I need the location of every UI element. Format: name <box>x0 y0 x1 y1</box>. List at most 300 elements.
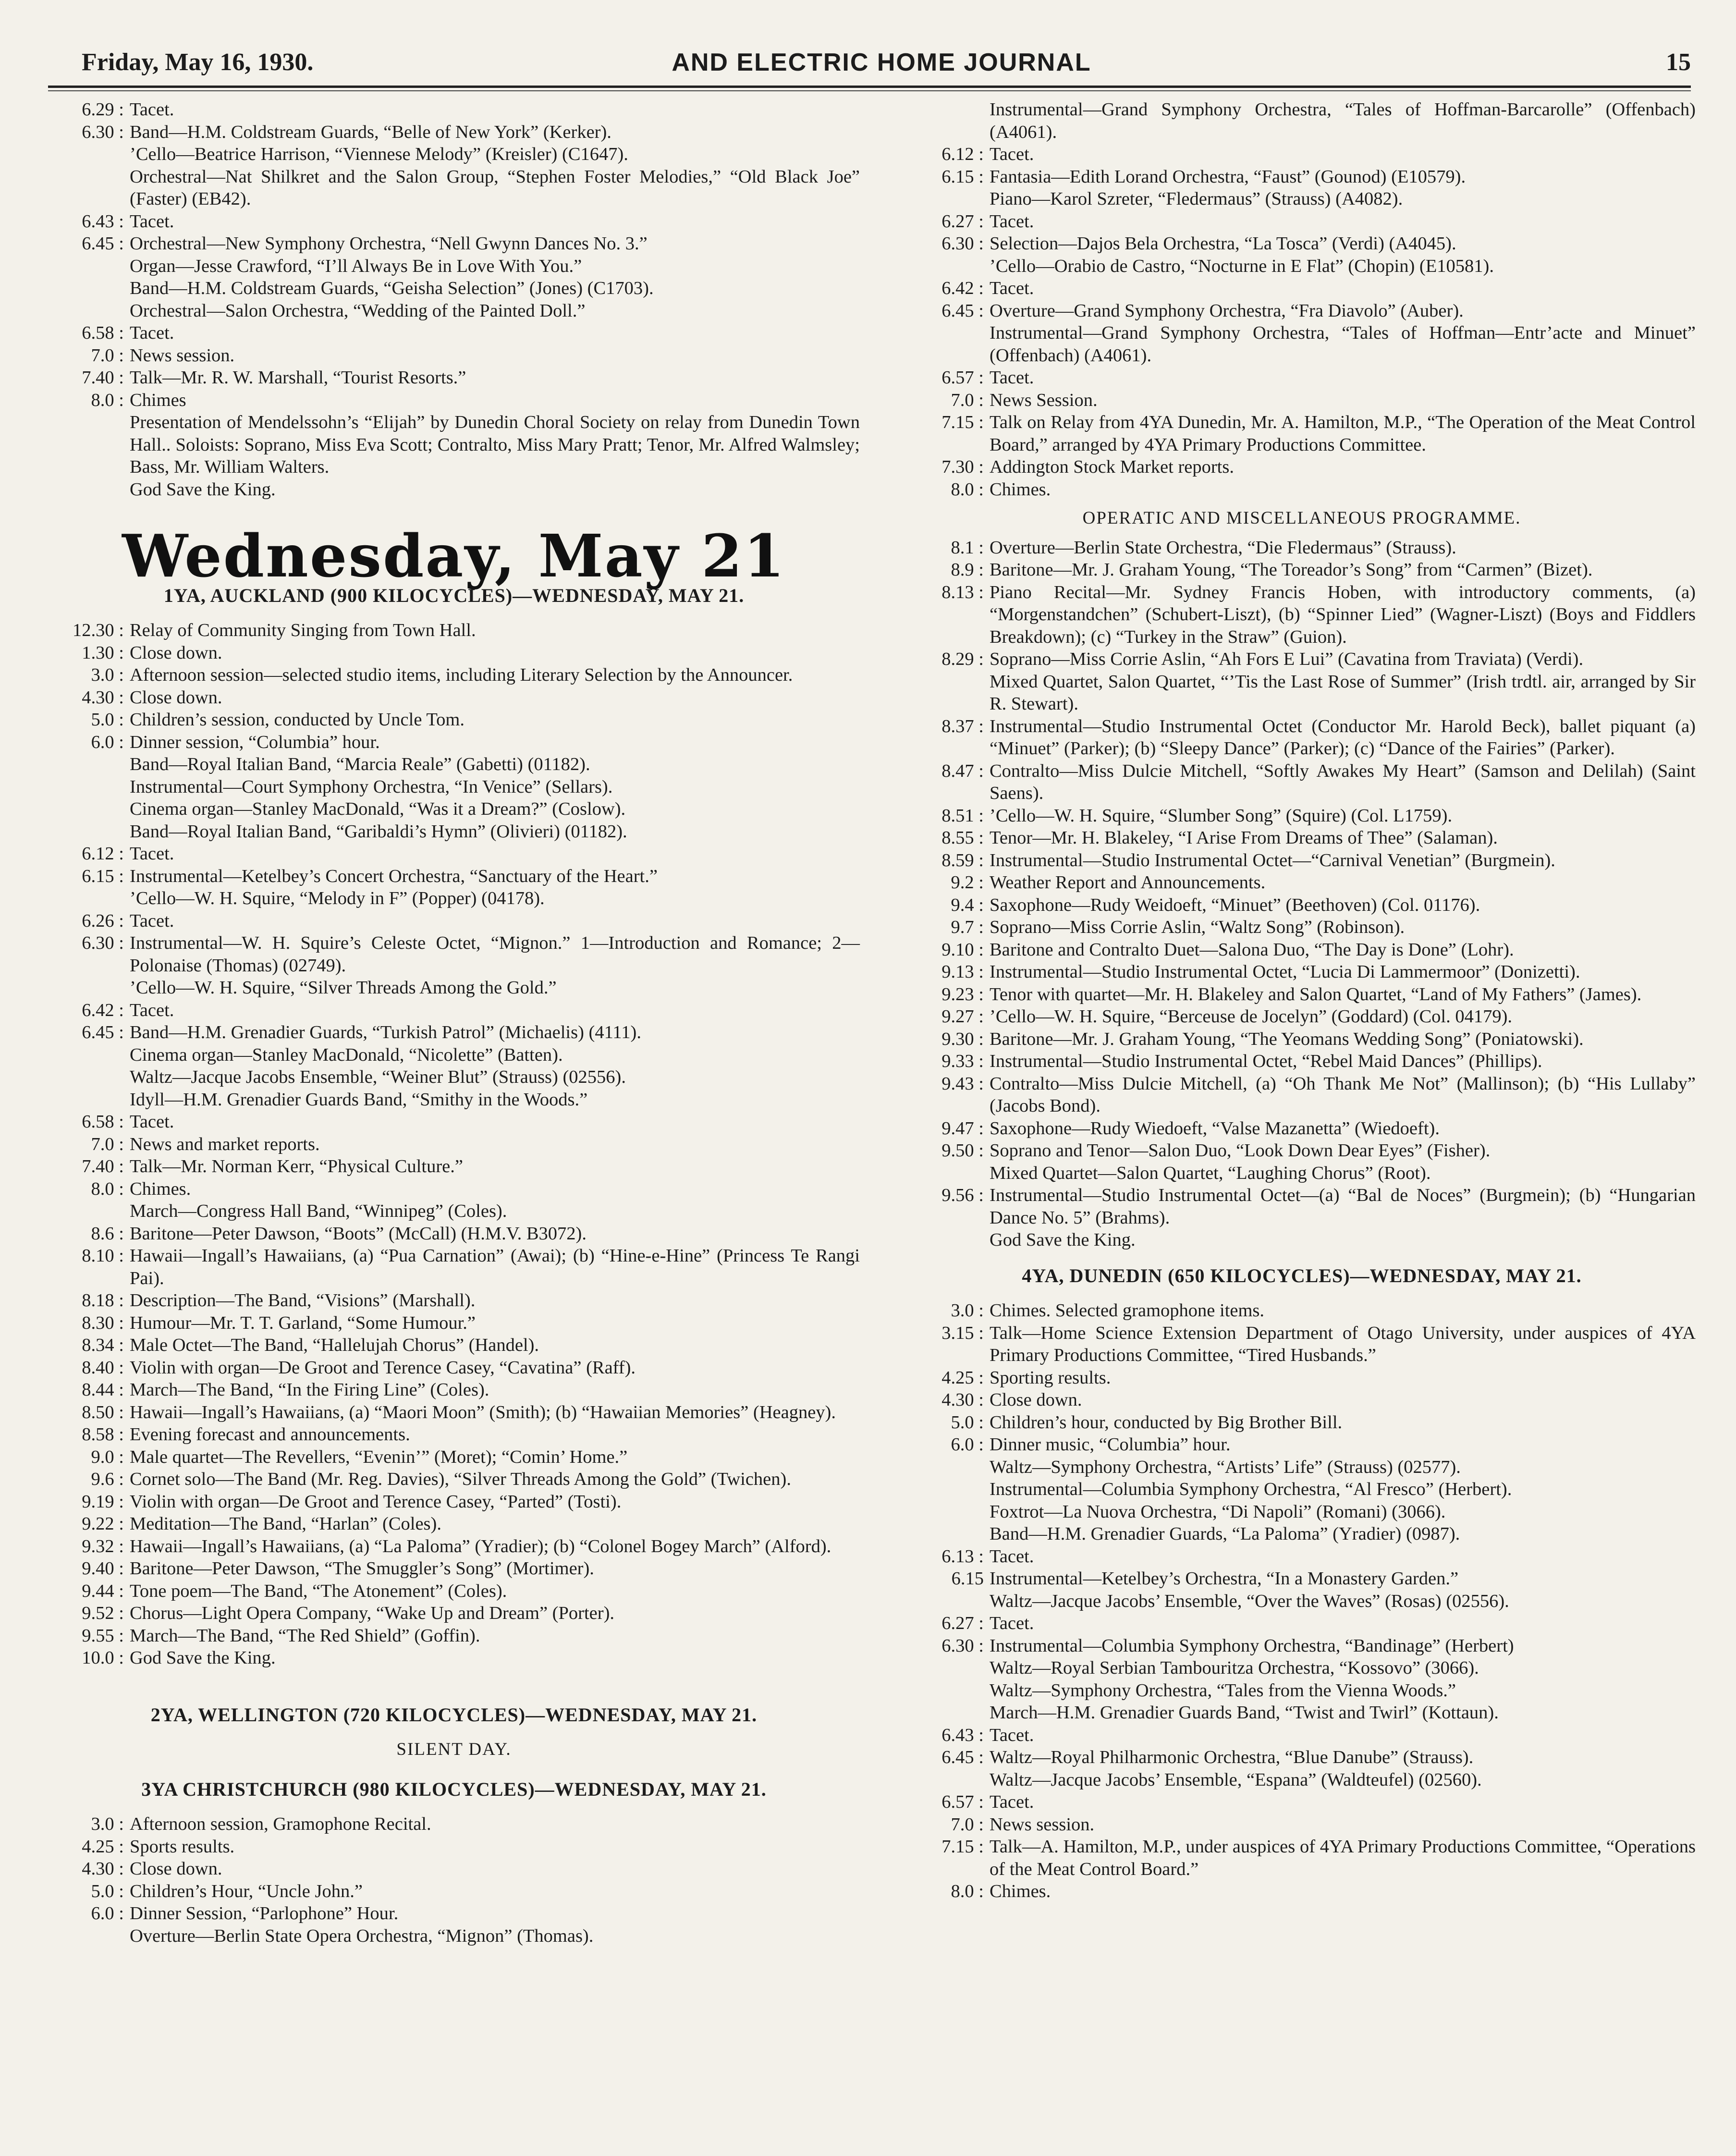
entry-time: 6.30 : <box>941 233 984 254</box>
entry-time: 8.9 : <box>951 560 984 580</box>
entry-time: 3.0 : <box>91 665 124 685</box>
entry-time <box>908 1702 990 1724</box>
entry-time: 4.25 : <box>941 1367 984 1388</box>
entry-time <box>48 411 130 478</box>
schedule-entry <box>48 1423 860 1446</box>
entry-time <box>908 188 990 210</box>
entry-text: Band—H.M. Grenadier Guards, “La Paloma” (Yradier) (0987). <box>990 1524 1460 1544</box>
entry-text: Chimes. <box>990 1881 1051 1901</box>
schedule-entry <box>48 619 860 642</box>
entry-text: Addington Stock Market reports. <box>990 457 1234 477</box>
entry-text: Piano Recital—Mr. Sydney Francis Hoben, with introductory comments, (a) “Morgenstandchen” (Schubert-Liszt), (b) “Spinner Lied” (Wagner-Liszt) (Boys and Fiddlers Breakdown); (c) “Turkey in the Straw” (Guion). <box>990 582 1696 647</box>
entry-time: 6.57 : <box>941 368 984 388</box>
entry-time <box>908 1456 990 1479</box>
schedule-entry <box>908 1724 1696 1747</box>
entry-text: Idyll—H.M. Grenadier Guards Band, “Smithy in the Woods.” <box>130 1089 588 1110</box>
schedule-entry <box>48 478 860 501</box>
entry-text: Saxophone—Rudy Wiedoeft, “Valse Mazanetta” (Wiedoeft). <box>990 1118 1440 1139</box>
entry-text: Tacet. <box>990 1725 1034 1745</box>
schedule-entry <box>48 1902 860 1925</box>
entry-time: 6.30 : <box>82 122 124 142</box>
entry-text: Soprano—Miss Corrie Aslin, “Waltz Song” (Robinson). <box>990 917 1405 937</box>
schedule-entry <box>908 1501 1696 1523</box>
entry-time: 3.0 : <box>91 1814 124 1834</box>
entry-time: 8.0 : <box>91 1178 124 1199</box>
entry-time: 8.37 : <box>941 716 984 736</box>
schedule-entry <box>908 389 1696 412</box>
entry-text: Chimes. Selected gramophone items. <box>990 1300 1265 1321</box>
schedule-entry <box>48 1379 860 1401</box>
schedule-entry <box>908 1568 1696 1590</box>
entry-time: 6.13 : <box>941 1546 984 1567</box>
entry-time: 7.0 : <box>91 1134 124 1154</box>
schedule-entry <box>48 1836 860 1858</box>
entry-text: Children’s session, conducted by Uncle Tom. <box>130 710 465 730</box>
schedule-entry <box>908 1702 1696 1724</box>
entry-time: 8.13 : <box>941 582 984 602</box>
entry-text: Band—H.M. Coldstream Guards, “Geisha Selection” (Jones) (C1703). <box>130 278 654 298</box>
entry-text: Cinema organ—Stanley MacDonald, “Nicolette” (Batten). <box>130 1044 563 1065</box>
schedule-entry <box>908 1367 1696 1389</box>
station-heading-4ya: 4YA, DUNEDIN (650 KILOCYCLES)—WEDNESDAY, MAY 21. <box>1022 1264 1582 1286</box>
schedule-entry <box>48 1647 860 1669</box>
entry-text: Close down. <box>130 642 222 663</box>
entry-time <box>48 1200 130 1223</box>
entry-text: Presentation of Mendelssohn’s “Elijah” by Dunedin Choral Society on relay from Dunedin Town Hall.. Soloists: Soprano, Miss Eva Scott; Contralto, Miss Mary Pratt; Tenor, Mr. Alfred Walmsley; Bass, Mr. William Walters. <box>130 412 860 477</box>
schedule-entry <box>48 753 860 776</box>
entry-text: ’Cello—W. H. Squire, “Slumber Song” (Squire) (Col. L1759). <box>990 805 1453 826</box>
entry-text: Waltz—Symphony Orchestra, “Tales from the Vienna Woods.” <box>990 1680 1456 1701</box>
entry-time <box>48 1044 130 1066</box>
schedule-entry <box>908 715 1696 760</box>
schedule-entry <box>908 143 1696 166</box>
entry-text: Band—H.M. Coldstream Guards, “Belle of New York” (Kerker). <box>130 122 611 142</box>
entry-time: 8.51 : <box>941 805 984 826</box>
entry-text: Weather Report and Announcements. <box>990 872 1266 893</box>
schedule-entry <box>908 255 1696 278</box>
entry-text: Sports results. <box>130 1836 235 1857</box>
entry-text: Waltz—Jacque Jacobs’ Ensemble, “Espana” (Waldteufel) (02560). <box>990 1769 1482 1790</box>
entry-text: Tacet. <box>130 99 174 120</box>
entry-text: Tenor with quartet—Mr. H. Blakeley and Salon Quartet, “Land of My Fathers” (James). <box>990 984 1642 1004</box>
entry-time <box>48 798 130 821</box>
schedule-entry <box>908 300 1696 322</box>
entry-time: 9.43 : <box>941 1073 984 1094</box>
entry-text: Children’s Hour, “Uncle John.” <box>130 1881 363 1901</box>
entry-text: Saxophone—Rudy Weidoeft, “Minuet” (Beethoven) (Col. 01176). <box>990 894 1480 915</box>
entry-time <box>908 1229 990 1251</box>
schedule-entry <box>48 798 860 821</box>
schedule-entry <box>908 322 1696 367</box>
entry-time <box>908 98 990 143</box>
entry-time: 6.45 : <box>82 233 124 254</box>
entry-text: Dinner music, “Columbia” hour. <box>990 1434 1231 1455</box>
entry-time: 7.40 : <box>82 1156 124 1176</box>
entry-text: Instrumental—Studio Instrumental Octet, “Lucia Di Lammermoor” (Donizetti). <box>990 962 1580 982</box>
entry-time <box>908 1769 990 1791</box>
schedule-entry <box>48 977 860 999</box>
entry-time: 6.45 : <box>941 1747 984 1767</box>
entry-time <box>48 753 130 776</box>
entry-time: 8.1 : <box>951 537 984 558</box>
schedule-entry <box>908 648 1696 671</box>
entry-text: Talk—Home Science Extension Department of Otago University, under auspices of 4YA Primary Productions Committee, “Tired Husbands.” <box>990 1323 1696 1365</box>
entry-text: Instrumental—Studio Instrumental Octet—“Carnival Venetian” (Burgmein). <box>990 850 1555 870</box>
schedule-entry <box>48 277 860 300</box>
entry-time: 8.50 : <box>82 1402 124 1422</box>
entry-time: 6.30 : <box>82 933 124 953</box>
schedule-entry <box>48 389 860 412</box>
entry-text: Band—Royal Italian Band, “Marcia Reale” (Gabetti) (01182). <box>130 754 590 774</box>
entry-text: Waltz—Symphony Orchestra, “Artists’ Life” (Strauss) (02577). <box>990 1457 1461 1477</box>
entry-text: God Save the King. <box>130 1648 276 1668</box>
schedule-entry <box>908 1836 1696 1880</box>
entry-text: Talk—Mr. R. W. Marshall, “Tourist Resorts.” <box>130 368 466 388</box>
schedule-entry <box>48 642 860 664</box>
schedule-entry <box>48 367 860 389</box>
entry-text: Fantasia—Edith Lorand Orchestra, “Faust” (Gounod) (E10579). <box>990 166 1466 187</box>
entry-time: 6.57 : <box>941 1792 984 1812</box>
schedule-entry <box>908 1411 1696 1434</box>
entry-text: Baritone—Peter Dawson, “The Smuggler’s Song” (Mortimer). <box>130 1558 594 1579</box>
entry-time: 9.33 : <box>941 1051 984 1071</box>
schedule-entry <box>908 1880 1696 1903</box>
entry-time: 5.0 : <box>91 1881 124 1901</box>
entry-text: Tacet. <box>990 211 1034 232</box>
entry-text: Tacet. <box>990 144 1034 164</box>
entry-text: Waltz—Royal Philharmonic Orchestra, “Blue Danube” (Strauss). <box>990 1747 1474 1767</box>
entry-text: Tacet. <box>130 323 174 343</box>
schedule-entry <box>908 939 1696 961</box>
schedule-entry <box>908 1184 1696 1229</box>
entry-time <box>908 1657 990 1679</box>
entry-time: 9.7 : <box>951 917 984 937</box>
entry-text: Hawaii—Ingall’s Hawaiians, (a) “Maori Moon” (Smith); (b) “Hawaiian Memories” (Heagney). <box>130 1402 836 1422</box>
schedule-entry <box>908 478 1696 501</box>
schedule-entry <box>48 1625 860 1647</box>
entry-text: Waltz—Jacque Jacobs’ Ensemble, “Over the Waves” (Rosas) (02556). <box>990 1591 1509 1611</box>
entry-text: Contralto—Miss Dulcie Mitchell, “Softly Awakes My Heart” (Samson and Delilah) (Saint Saens). <box>990 760 1696 803</box>
schedule-entry <box>48 233 860 255</box>
schedule-entry <box>48 1513 860 1535</box>
schedule-entry <box>48 910 860 932</box>
schedule-entry <box>48 121 860 144</box>
entry-time: 9.4 : <box>951 894 984 915</box>
entry-time: 6.0 : <box>91 732 124 752</box>
entry-time <box>48 776 130 798</box>
entry-text: Chimes <box>130 390 186 410</box>
schedule-entry <box>48 664 860 686</box>
schedule-entry <box>48 1858 860 1880</box>
entry-time: 8.0 : <box>951 1881 984 1901</box>
entry-time <box>48 1066 130 1089</box>
schedule-entry <box>908 849 1696 872</box>
schedule-entry <box>908 1590 1696 1613</box>
entry-time <box>48 277 130 300</box>
schedule-entry <box>48 1580 860 1603</box>
entry-text: Baritone—Mr. J. Graham Young, “The Yeomans Wedding Song” (Poniatowski). <box>990 1029 1584 1049</box>
schedule-entry <box>908 1746 1696 1769</box>
entry-time: 6.12 : <box>941 144 984 164</box>
entry-text: Mixed Quartet—Salon Quartet, “Laughing Chorus” (Root). <box>990 1163 1431 1183</box>
schedule-entry <box>908 827 1696 849</box>
entry-time <box>48 887 130 910</box>
schedule-entry <box>908 1028 1696 1051</box>
schedule-entry <box>908 166 1696 188</box>
entry-text: ’Cello—W. H. Squire, “Melody in F” (Popper) (04178). <box>130 888 545 908</box>
schedule-entry <box>908 1433 1696 1456</box>
entry-text: Soprano and Tenor—Salon Duo, “Look Down Dear Eyes” (Fisher). <box>990 1140 1491 1161</box>
entry-time <box>908 1162 990 1185</box>
schedule-entry <box>908 233 1696 255</box>
entry-time: 9.44 : <box>82 1580 124 1601</box>
entry-time: 4.30 : <box>82 687 124 708</box>
entry-time <box>48 255 130 278</box>
entry-time: 5.0 : <box>951 1412 984 1433</box>
schedule-entry <box>908 456 1696 478</box>
entry-time: 6.58 : <box>82 323 124 343</box>
entry-time: 9.56 : <box>941 1185 984 1205</box>
entry-time <box>48 478 130 501</box>
entry-time: 10.0 : <box>82 1648 124 1668</box>
schedule-entry <box>48 1178 860 1200</box>
entry-text: Relay of Community Singing from Town Hall. <box>130 620 476 640</box>
schedule-entry <box>48 887 860 910</box>
entry-time: 8.6 : <box>91 1223 124 1244</box>
entry-time: 6.30 : <box>941 1635 984 1656</box>
schedule-entry <box>48 1813 860 1836</box>
schedule-entry <box>908 671 1696 715</box>
entry-text: Tacet. <box>130 211 174 232</box>
entry-time: 8.0 : <box>951 479 984 500</box>
entry-time: 6.45 : <box>82 1022 124 1042</box>
entry-text: Meditation—The Band, “Harlan” (Coles). <box>130 1514 441 1534</box>
entry-text: Soprano—Miss Corrie Aslin, “Ah Fors E Lui” (Cavatina from Traviata) (Verdi). <box>990 649 1584 669</box>
entry-time: 9.47 : <box>941 1118 984 1139</box>
schedule-entry <box>908 1139 1696 1162</box>
schedule-entry <box>48 322 860 344</box>
schedule-entry <box>48 843 860 865</box>
entry-time: 9.40 : <box>82 1558 124 1579</box>
entry-text: March—The Band, “In the Firing Line” (Coles). <box>130 1380 489 1400</box>
schedule-entry <box>908 1791 1696 1813</box>
entry-time: 7.0 : <box>91 345 124 366</box>
entry-time <box>48 166 130 210</box>
entry-text: Cornet solo—The Band (Mr. Reg. Davies), “Silver Threads Among the Gold” (Twichen). <box>130 1469 791 1489</box>
schedule-4ya <box>908 1299 1696 1903</box>
left-column <box>48 98 860 1947</box>
entry-time: 9.10 : <box>941 939 984 960</box>
schedule-entry <box>48 999 860 1022</box>
entry-text: God Save the King. <box>990 1230 1136 1250</box>
entry-text: Contralto—Miss Dulcie Mitchell, (a) “Oh Thank Me Not” (Mallinson); (b) “His Lullaby” (Jacobs Bond). <box>990 1073 1696 1116</box>
entry-time: 7.30 : <box>941 457 984 477</box>
entry-text: Waltz—Jacque Jacobs Ensemble, “Weiner Blut” (Strauss) (02556). <box>130 1067 626 1087</box>
entry-time: 6.43 : <box>941 1725 984 1745</box>
schedule-entry <box>48 865 860 888</box>
schedule-entry <box>908 1229 1696 1251</box>
entry-text: Band—H.M. Grenadier Guards, “Turkish Patrol” (Michaelis) (4111). <box>130 1022 641 1042</box>
silent-day-label: SILENT DAY. <box>396 1740 512 1759</box>
entry-text: Orchestral—Salon Orchestra, “Wedding of the Painted Doll.” <box>130 300 586 321</box>
entry-text: Talk—A. Hamilton, M.P., under auspices of 4YA Primary Productions Committee, “Operations of the Meat Control Board.” <box>990 1837 1696 1879</box>
entry-text: Instrumental—Ketelbey’s Concert Orchestra, “Sanctuary of the Heart.” <box>130 866 658 886</box>
entry-time: 8.10 : <box>82 1246 124 1266</box>
entry-text: News Session. <box>990 390 1098 410</box>
entry-time <box>48 1089 130 1111</box>
schedule-entry <box>48 1155 860 1178</box>
entry-time: 6.12 : <box>82 844 124 864</box>
schedule-entry <box>908 983 1696 1006</box>
entry-time: 7.0 : <box>951 1814 984 1835</box>
schedule-entry <box>48 1021 860 1044</box>
entry-text: Orchestral—Nat Shilkret and the Salon Group, “Stephen Foster Melodies,” “Old Black Joe” (Faster) (EB42). <box>130 166 860 209</box>
entry-text: Evening forecast and announcements. <box>130 1424 410 1445</box>
entry-text: Afternoon session, Gramophone Recital. <box>130 1814 431 1834</box>
entry-time: 7.15 : <box>941 412 984 432</box>
schedule-entry <box>908 1050 1696 1073</box>
entry-text: Humour—Mr. T. T. Garland, “Some Humour.” <box>130 1312 476 1333</box>
entry-text: Chorus—Light Opera Company, “Wake Up and Dream” (Porter). <box>130 1603 615 1623</box>
entry-text: Dinner Session, “Parlophone” Hour. <box>130 1903 399 1923</box>
schedule-entry <box>48 1535 860 1558</box>
entry-time: 8.44 : <box>82 1380 124 1400</box>
programme-schedule <box>908 537 1696 1251</box>
entry-text: Violin with organ—De Groot and Terence Casey, “Cavatina” (Raff). <box>130 1357 636 1378</box>
entry-time: 6.15 : <box>941 166 984 187</box>
entry-text: Overture—Berlin State Opera Orchestra, “Mignon” (Thomas). <box>130 1925 594 1946</box>
schedule-entry <box>908 411 1696 456</box>
entry-text: Selection—Dajos Bela Orchestra, “La Tosca” (Verdi) (A4045). <box>990 233 1456 254</box>
schedule-1ya <box>48 619 860 1669</box>
entry-time <box>908 671 990 715</box>
entry-text: ’Cello—W. H. Squire, “Berceuse de Jocelyn” (Goddard) (Col. 04179). <box>990 1006 1513 1027</box>
schedule-entry <box>908 1073 1696 1117</box>
entry-text: Violin with organ—De Groot and Terence Casey, “Parted” (Tosti). <box>130 1491 622 1512</box>
schedule-entry <box>48 1880 860 1903</box>
entry-time: 8.59 : <box>941 850 984 870</box>
schedule-entry <box>48 1401 860 1424</box>
schedule-entry <box>908 871 1696 894</box>
schedule-entry <box>908 1813 1696 1836</box>
entry-time: 1.30 : <box>82 642 124 663</box>
entry-time: 9.22 : <box>82 1514 124 1534</box>
entry-time <box>908 1523 990 1545</box>
entry-time: 8.34 : <box>82 1335 124 1355</box>
schedule-entry <box>908 277 1696 300</box>
entry-time: 9.27 : <box>941 1006 984 1027</box>
entry-time: 8.55 : <box>941 828 984 848</box>
entry-text: March—H.M. Grenadier Guards Band, “Twist and Twirl” (Kottaun). <box>990 1703 1499 1723</box>
entry-time: 4.25 : <box>82 1836 124 1857</box>
entry-text: Tacet. <box>990 1613 1034 1633</box>
schedule-entry <box>908 916 1696 939</box>
entry-text: Tone poem—The Band, “The Atonement” (Coles). <box>130 1580 507 1601</box>
entry-time: 8.18 : <box>82 1290 124 1311</box>
entry-text: Dinner session, “Columbia” hour. <box>130 732 380 752</box>
entry-text: Waltz—Royal Serbian Tambouritza Orchestra, “Kossovo” (3066). <box>990 1658 1479 1678</box>
schedule-entry <box>48 709 860 731</box>
entry-time: 9.32 : <box>82 1536 124 1556</box>
entry-text: Tacet. <box>130 1112 174 1132</box>
entry-time: 9.13 : <box>941 962 984 982</box>
entry-time <box>48 143 130 166</box>
entry-text: Tacet. <box>130 910 174 931</box>
schedule-entry <box>908 1478 1696 1501</box>
entry-text: Description—The Band, “Visions” (Marshall). <box>130 1290 476 1311</box>
schedule-entry <box>48 731 860 754</box>
schedule-entry <box>908 537 1696 559</box>
entry-text: Tenor—Mr. H. Blakeley, “I Arise From Dreams of Thee” (Salaman). <box>990 828 1498 848</box>
schedule-entry <box>48 1925 860 1948</box>
schedule-entry <box>48 411 860 478</box>
issue-date: Friday, May 16, 1930. <box>82 49 314 76</box>
entry-text: Chimes. <box>130 1178 191 1199</box>
station-heading-1ya: 1YA, AUCKLAND (900 KILOCYCLES)—WEDNESDAY, MAY 21. <box>163 584 745 606</box>
entry-time: 6.15 <box>951 1568 984 1589</box>
entry-time: 6.0 : <box>91 1903 124 1923</box>
schedule-entry <box>48 1557 860 1580</box>
schedule-entry <box>908 1389 1696 1411</box>
schedule-entry <box>908 210 1696 233</box>
schedule-entry <box>48 1312 860 1335</box>
schedule-entry <box>908 188 1696 210</box>
entry-text: Instrumental—W. H. Squire’s Celeste Octet, “Mignon.” 1—Introduction and Romance; 2—Polonaise (Thomas) (02749). <box>130 933 860 976</box>
schedule-entry <box>908 98 1696 143</box>
schedule-entry <box>48 1245 860 1289</box>
entry-time <box>908 1478 990 1501</box>
entry-text: Afternoon session—selected studio items, including Literary Selection by the Announcer. <box>130 665 793 685</box>
right-top-schedule <box>908 98 1696 501</box>
entry-time <box>48 1925 130 1948</box>
day-heading: Wednesday, May 21 <box>122 521 786 590</box>
entry-text: News and market reports. <box>130 1134 320 1154</box>
entry-time: 3.15 : <box>941 1323 984 1343</box>
entry-text: Instrumental—Grand Symphony Orchestra, “Tales of Hoffman-Barcarolle” (Offenbach) (A4061). <box>990 99 1696 142</box>
entry-time: 7.15 : <box>941 1837 984 1857</box>
entry-text: Organ—Jesse Crawford, “I’ll Always Be in Love With You.” <box>130 256 582 276</box>
entry-time: 9.0 : <box>91 1446 124 1467</box>
programme-heading: OPERATIC AND MISCELLANEOUS PROGRAMME. <box>1082 508 1521 528</box>
entry-time: 6.15 : <box>82 866 124 886</box>
entry-text: March—The Band, “The Red Shield” (Goffin). <box>130 1625 480 1646</box>
journal-title: AND ELECTRIC HOME JOURNAL <box>672 49 1091 76</box>
entry-text: Mixed Quartet, Salon Quartet, “’Tis the Last Rose of Summer” (Irish trdtl. air, arranged by Sir R. Stewart). <box>990 671 1696 714</box>
entry-text: Instrumental—Ketelbey’s Orchestra, “In a Monastery Garden.” <box>990 1568 1459 1589</box>
entry-time <box>48 300 130 322</box>
schedule-entry <box>908 1456 1696 1479</box>
entry-text: Baritone and Contralto Duet—Salona Duo, “The Day is Done” (Lohr). <box>990 939 1514 960</box>
entry-text: Hawaii—Ingall’s Hawaiians, (a) “Pua Carnation” (Awai); (b) “Hine-e-Hine” (Princess Te Rangi Pai). <box>130 1246 860 1288</box>
schedule-3ya <box>48 1813 860 1947</box>
entry-text: Instrumental—Grand Symphony Orchestra, “Tales of Hoffman—Entr’acte and Minuet” (Offenbach) (A4061). <box>990 323 1696 366</box>
station-heading-2ya: 2YA, WELLINGTON (720 KILOCYCLES)—WEDNESDAY, MAY 21. <box>150 1703 758 1726</box>
schedule-entry <box>908 1657 1696 1679</box>
entry-time <box>48 821 130 843</box>
schedule-entry <box>48 1200 860 1223</box>
entry-text: Orchestral—New Symphony Orchestra, “Nell Gwynn Dances No. 3.” <box>130 233 648 254</box>
schedule-entry <box>908 1299 1696 1322</box>
entry-time: 6.0 : <box>951 1434 984 1455</box>
entry-text: Piano—Karol Szreter, “Fledermaus” (Strauss) (A4082). <box>990 189 1403 209</box>
entry-time <box>908 255 990 278</box>
schedule-entry <box>908 1769 1696 1791</box>
entry-text: Close down. <box>990 1390 1082 1410</box>
schedule-entry <box>908 367 1696 389</box>
entry-text: Tacet. <box>990 368 1034 388</box>
schedule-entry <box>48 1044 860 1066</box>
schedule-entry <box>48 1133 860 1156</box>
